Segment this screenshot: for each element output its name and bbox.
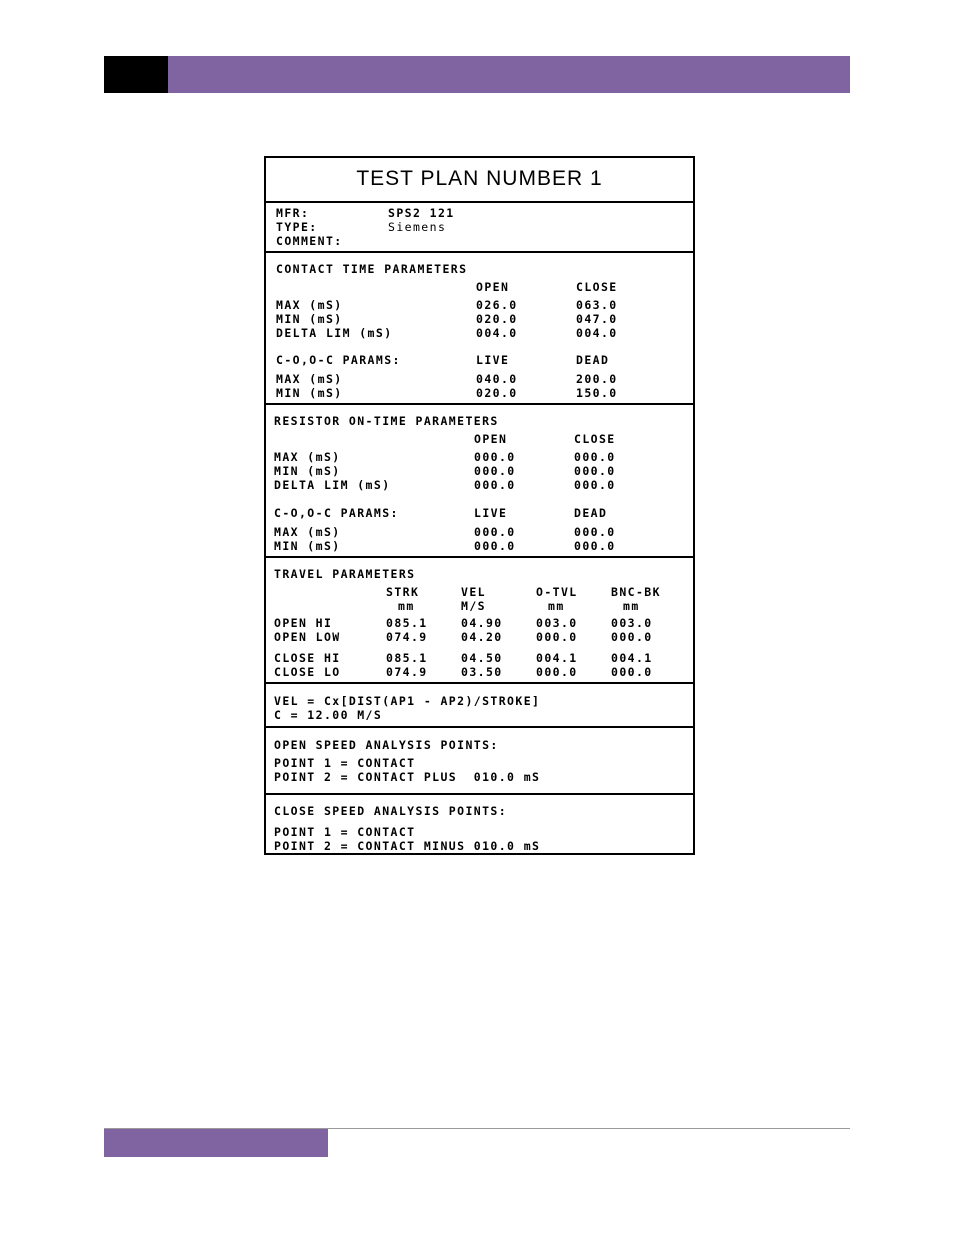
row-label: DELTA LIM (mS) bbox=[276, 326, 393, 340]
open-speed-heading: OPEN SPEED ANALYSIS POINTS: bbox=[274, 738, 499, 752]
header-black-block bbox=[104, 56, 168, 93]
row-value: 085.1 bbox=[386, 651, 428, 665]
open-point-1: POINT 1 = CONTACT bbox=[274, 756, 416, 770]
row-label: MAX (mS) bbox=[274, 450, 341, 464]
row-value: 004.1 bbox=[536, 651, 578, 665]
title-section bbox=[266, 158, 693, 201]
col-strk: STRK bbox=[386, 585, 420, 599]
row-value: 000.0 bbox=[474, 478, 516, 492]
row-label: CLOSE LO bbox=[274, 665, 341, 679]
row-value: 000.0 bbox=[574, 539, 616, 553]
mfr-label: MFR: bbox=[276, 206, 310, 220]
row-value: 020.0 bbox=[476, 386, 518, 400]
type-label: TYPE: bbox=[276, 220, 318, 234]
row-value: 020.0 bbox=[476, 312, 518, 326]
row-value: 000.0 bbox=[474, 450, 516, 464]
row-value: 000.0 bbox=[474, 464, 516, 478]
row-value: 047.0 bbox=[576, 312, 618, 326]
velocity-formula: VEL = Cx[DIST(AP1 - AP2)/STROKE] bbox=[274, 694, 541, 708]
close-speed-section bbox=[266, 793, 693, 855]
velocity-constant: C = 12.00 M/S bbox=[274, 708, 383, 722]
row-label: MAX (mS) bbox=[276, 298, 343, 312]
row-value: 000.0 bbox=[611, 630, 653, 644]
row-value: 03.50 bbox=[461, 665, 503, 679]
test-plan-printout bbox=[264, 156, 695, 855]
col-close: CLOSE bbox=[574, 432, 616, 446]
contact-time-section bbox=[266, 251, 693, 405]
mfr-value: SPS2 121 bbox=[388, 206, 455, 220]
row-label: MAX (mS) bbox=[276, 372, 343, 386]
col-bnc-bk: BNC-BK bbox=[611, 585, 661, 599]
row-value: 04.90 bbox=[461, 616, 503, 630]
row-label: DELTA LIM (mS) bbox=[274, 478, 391, 492]
row-value: 040.0 bbox=[476, 372, 518, 386]
row-label: CLOSE HI bbox=[274, 651, 341, 665]
row-value: 04.50 bbox=[461, 651, 503, 665]
row-value: 026.0 bbox=[476, 298, 518, 312]
row-value: 200.0 bbox=[576, 372, 618, 386]
row-value: 000.0 bbox=[474, 525, 516, 539]
row-label: MIN (mS) bbox=[276, 386, 343, 400]
col-dead: DEAD bbox=[574, 506, 608, 520]
col-open: OPEN bbox=[474, 432, 508, 446]
row-value: 004.1 bbox=[611, 651, 653, 665]
row-value: 085.1 bbox=[386, 616, 428, 630]
contact-time-heading: CONTACT TIME PARAMETERS bbox=[276, 262, 468, 276]
type-value: Siemens bbox=[388, 220, 447, 234]
row-label: OPEN LOW bbox=[274, 630, 341, 644]
co-params-heading: C-O,O-C PARAMS: bbox=[274, 506, 399, 520]
open-speed-section bbox=[266, 726, 693, 795]
resistor-section bbox=[266, 403, 693, 558]
row-value: 000.0 bbox=[611, 665, 653, 679]
row-value: 003.0 bbox=[611, 616, 653, 630]
unit-vel: M/S bbox=[461, 599, 486, 613]
row-value: 000.0 bbox=[574, 450, 616, 464]
col-live: LIVE bbox=[474, 506, 508, 520]
close-point-2: POINT 2 = CONTACT MINUS 010.0 mS bbox=[274, 839, 541, 853]
row-label: MIN (mS) bbox=[274, 464, 341, 478]
comment-label: COMMENT: bbox=[276, 234, 343, 248]
footer-purple-block bbox=[104, 1129, 328, 1157]
row-label: MAX (mS) bbox=[274, 525, 341, 539]
row-label: OPEN HI bbox=[274, 616, 333, 630]
col-close: CLOSE bbox=[576, 280, 618, 294]
row-value: 074.9 bbox=[386, 665, 428, 679]
row-value: 000.0 bbox=[574, 464, 616, 478]
row-value: 004.0 bbox=[476, 326, 518, 340]
open-point-2: POINT 2 = CONTACT PLUS 010.0 mS bbox=[274, 770, 541, 784]
row-value: 000.0 bbox=[574, 478, 616, 492]
col-vel: VEL bbox=[461, 585, 486, 599]
travel-section bbox=[266, 556, 693, 684]
row-value: 003.0 bbox=[536, 616, 578, 630]
row-value: 000.0 bbox=[536, 665, 578, 679]
row-value: 063.0 bbox=[576, 298, 618, 312]
row-value: 150.0 bbox=[576, 386, 618, 400]
co-params-heading: C-O,O-C PARAMS: bbox=[276, 353, 401, 367]
row-value: 04.20 bbox=[461, 630, 503, 644]
col-live: LIVE bbox=[476, 353, 510, 367]
row-value: 000.0 bbox=[474, 539, 516, 553]
close-speed-heading: CLOSE SPEED ANALYSIS POINTS: bbox=[274, 804, 508, 818]
col-dead: DEAD bbox=[576, 353, 610, 367]
close-point-1: POINT 1 = CONTACT bbox=[274, 825, 416, 839]
unit-strk: mm bbox=[398, 599, 415, 613]
unit-bnc-bk: mm bbox=[623, 599, 640, 613]
row-label: MIN (mS) bbox=[276, 312, 343, 326]
col-o-tvl: O-TVL bbox=[536, 585, 578, 599]
page-title: TEST PLAN NUMBER 1 bbox=[356, 167, 603, 190]
header-purple-bar bbox=[168, 56, 850, 93]
col-open: OPEN bbox=[476, 280, 510, 294]
resistor-heading: RESISTOR ON-TIME PARAMETERS bbox=[274, 414, 499, 428]
formula-section bbox=[266, 682, 693, 728]
breaker-info-section bbox=[266, 201, 693, 253]
row-value: 000.0 bbox=[574, 525, 616, 539]
row-label: MIN (mS) bbox=[274, 539, 341, 553]
row-value: 004.0 bbox=[576, 326, 618, 340]
row-value: 074.9 bbox=[386, 630, 428, 644]
travel-heading: TRAVEL PARAMETERS bbox=[274, 567, 416, 581]
unit-o-tvl: mm bbox=[548, 599, 565, 613]
row-value: 000.0 bbox=[536, 630, 578, 644]
